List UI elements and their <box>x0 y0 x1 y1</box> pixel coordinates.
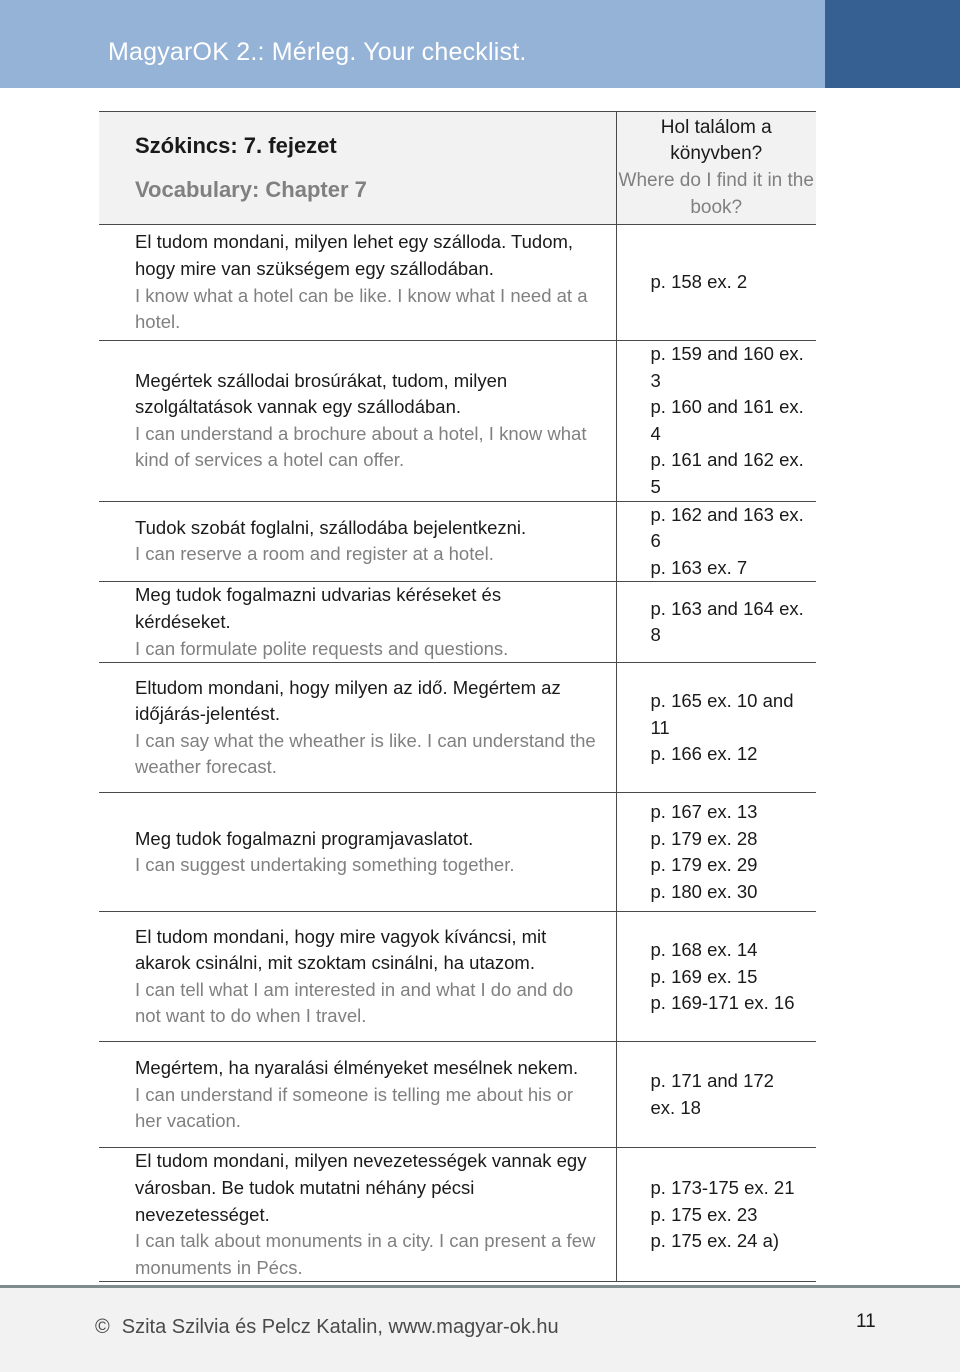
page-reference: p. 175 ex. 23 <box>650 1203 758 1225</box>
header-band <box>0 0 825 88</box>
table-row <box>99 1042 816 1148</box>
skill-text-en: I know what a hotel can be like. I know what I need at a hotel. <box>135 284 588 333</box>
page-reference: p. 163 ex. 7 <box>650 556 748 578</box>
skill-text-hu: Meg tudok fogalmazni udvarias kéréseket és kérdéseket. <box>135 584 502 633</box>
table-row <box>99 582 816 663</box>
skill-text-en: I can tell what I am interested in and what I do and do not want to do when I travel. <box>135 978 574 1027</box>
skill-text-en: I can understand if someone is telling me about his or her vacation. <box>135 1083 574 1132</box>
page-title: MagyarOK 2.: Mérleg. Your checklist. <box>108 38 527 66</box>
skill-cell <box>99 501 616 582</box>
skill-cell <box>99 912 616 1042</box>
checklist-table <box>99 111 816 1282</box>
page-number: 11 <box>856 1311 876 1332</box>
skill-cell <box>99 663 616 793</box>
skill-text-hu: Megértem, ha nyaralási élményeket mesélnek nekem. <box>135 1056 579 1078</box>
skill-cell <box>99 793 616 912</box>
skill-text-en: I can reserve a room and register at a hotel. <box>135 543 494 565</box>
page-reference-cell <box>616 341 816 502</box>
page-reference: p. 162 and 163 ex. 6 <box>650 503 804 552</box>
skill-text-hu: Meg tudok fogalmazni programjavaslatot. <box>135 827 474 849</box>
skill-text-hu: Tudok szobát foglalni, szállodába bejelentkezni. <box>135 516 527 538</box>
header-accent <box>825 0 960 88</box>
page-reference: p. 158 ex. 2 <box>650 271 748 293</box>
page-reference: p. 168 ex. 14 <box>650 938 758 960</box>
page-reference: p. 161 and 162 ex. 5 <box>650 449 804 497</box>
page-reference-cell <box>616 582 816 663</box>
where-heading-hu: Hol találom a könyvben? <box>660 116 772 165</box>
skill-cell <box>99 1042 616 1148</box>
page-reference: p. 173-175 ex. 21 <box>650 1176 795 1198</box>
table-row <box>99 225 816 341</box>
page-reference-cell <box>616 225 816 341</box>
skill-text-en: I can say what the wheather is like. I can understand the weather forecast. <box>135 729 596 778</box>
page-reference-cell <box>616 912 816 1042</box>
skill-cell <box>99 225 616 341</box>
chapter-heading-cell <box>99 112 616 225</box>
page-reference: p. 180 ex. 30 <box>650 880 758 902</box>
table-row <box>99 341 816 502</box>
page-reference-cell <box>616 663 816 793</box>
page-reference-cell <box>616 501 816 582</box>
table-row <box>99 793 816 912</box>
page-reference: p. 175 ex. 24 a) <box>650 1230 780 1252</box>
footer-copyright <box>95 1316 559 1339</box>
page-reference: p. 166 ex. 12 <box>650 743 758 765</box>
page-reference-cell <box>616 1148 816 1282</box>
page-reference: p. 159 and 160 ex. 3 <box>650 343 804 391</box>
where-heading-cell <box>616 112 816 225</box>
skill-text-hu: El tudom mondani, milyen nevezetességek vannak egy városban. Be tudok mutatni néhány pécsi nevezetességet. <box>135 1150 587 1225</box>
table-row <box>99 501 816 582</box>
skill-text-en: I can understand a brochure about a hotel, I know what kind of services a hotel can offer. <box>135 422 587 471</box>
page-reference: p. 160 and 161 ex. 4 <box>650 396 804 444</box>
chapter-title-en: Vocabulary: Chapter 7 <box>135 177 367 202</box>
skill-text-hu: El tudom mondani, milyen lehet egy szálloda. Tudom, hogy mire van szükségem egy szállodában. <box>135 231 574 279</box>
page-reference-cell <box>616 1042 816 1148</box>
skill-cell <box>99 1148 616 1282</box>
skill-text-en: I can suggest undertaking something together. <box>135 854 515 876</box>
page-reference: ex. 18 <box>650 1096 701 1118</box>
page-reference: p. 167 ex. 13 <box>650 801 758 823</box>
skill-cell <box>99 582 616 663</box>
footer-authors: Szita Szilvia és Pelcz Katalin, www.magyar-ok.hu <box>121 1316 559 1338</box>
page-reference: p. 165 ex. 10 and 11 <box>650 689 794 738</box>
table-header-row <box>99 112 816 225</box>
where-heading-en: Where do I find it in the book? <box>618 170 814 218</box>
page-reference: p. 179 ex. 29 <box>650 854 758 876</box>
page-reference-cell <box>616 793 816 912</box>
table-row <box>99 1148 816 1282</box>
skill-text-hu: El tudom mondani, hogy mire vagyok kíváncsi, mit akarok csinálni, mit szoktam csinálni, ha utazom. <box>135 925 547 974</box>
table-row <box>99 912 816 1042</box>
skill-text-en: I can formulate polite requests and questions. <box>135 637 509 659</box>
skill-text-hu: Megértek szállodai brosúrákat, tudom, milyen szolgáltatások vannak egy szállodában. <box>135 369 508 418</box>
copyright-icon: © <box>95 1316 110 1338</box>
chapter-title-hu: Szókincs: 7. fejezet <box>135 133 337 158</box>
page-reference: p. 169-171 ex. 16 <box>650 992 795 1014</box>
skill-cell <box>99 341 616 502</box>
skill-text-hu: Eltudom mondani, hogy milyen az idő. Megértem az időjárás-jelentést. <box>135 676 561 725</box>
page-reference: p. 169 ex. 15 <box>650 965 758 987</box>
page-reference: p. 171 and 172 <box>650 1070 774 1092</box>
table-row <box>99 663 816 793</box>
page-reference: p. 179 ex. 28 <box>650 827 758 849</box>
page-reference: p. 163 and 164 ex. 8 <box>650 597 804 646</box>
skill-text-en: I can talk about monuments in a city. I can present a few monuments in Pécs. <box>135 1230 596 1278</box>
